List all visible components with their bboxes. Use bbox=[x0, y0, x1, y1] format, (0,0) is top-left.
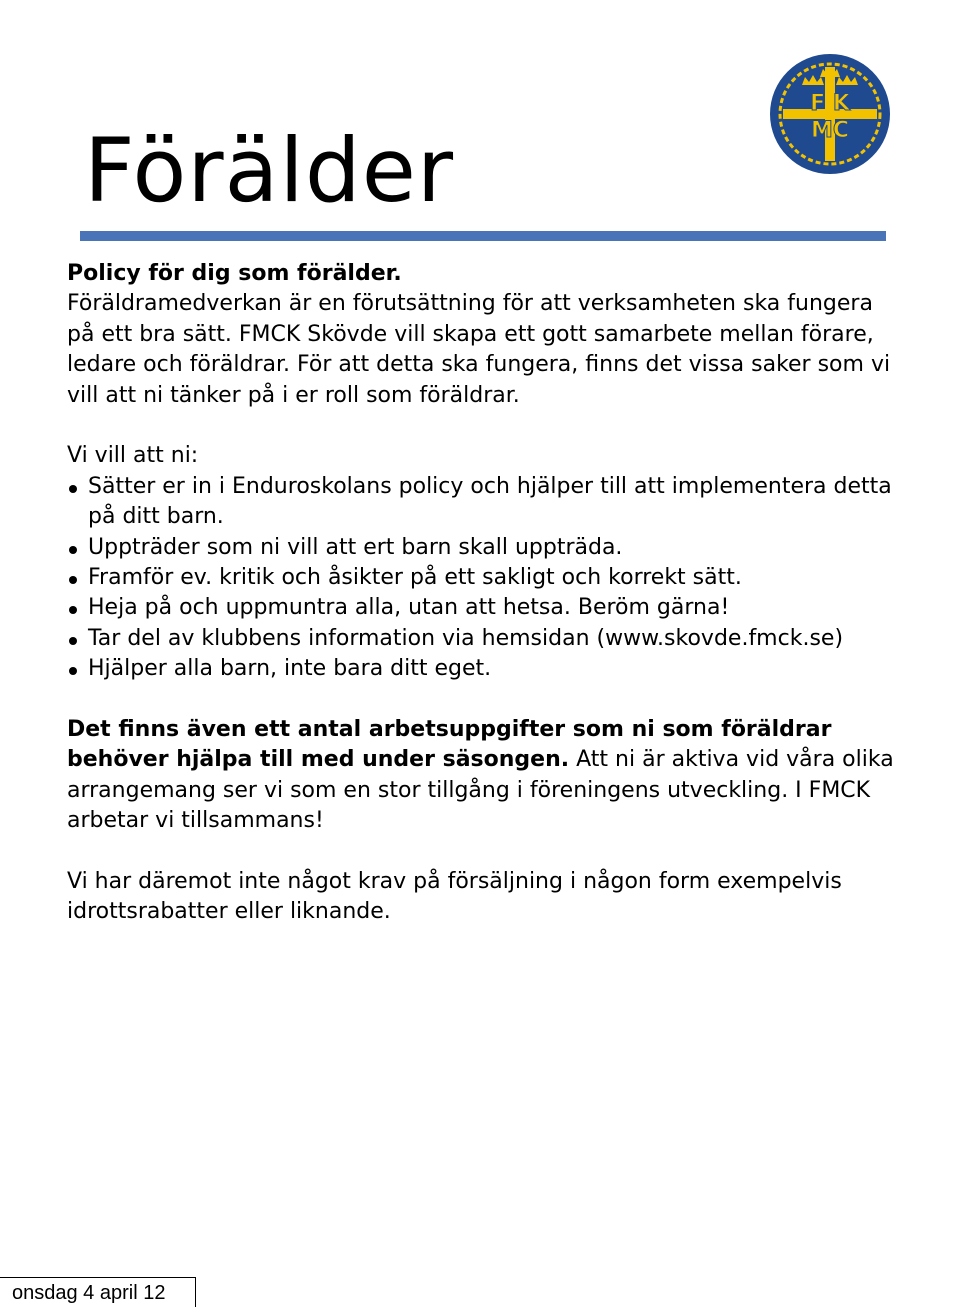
bullet-icon bbox=[69, 546, 77, 554]
tasks-text: Att ni är aktiva vid våra olika arrangemang ser vi som en stor tillgång i föreningens utveckling. I FMCK arbetar vi tillsammans! bbox=[67, 747, 894, 834]
list-item: Tar del av klubbens information via hemsidan (www.skovde.fmck.se) bbox=[67, 624, 907, 654]
bullet-icon bbox=[69, 485, 77, 493]
content bbox=[67, 259, 907, 928]
bullet-icon bbox=[69, 667, 77, 675]
intro-text: Föräldramedverkan är en förutsättning för att verksamheten ska fungera på ett bra sätt. FMCK Skövde vill skapa ett gott samarbete mellan förare, ledare och föräldrar. För att detta ska fungera, finns det vissa saker som vi vill att ni tänker på i er roll som föräldrar. bbox=[67, 291, 891, 408]
wants-list bbox=[67, 472, 907, 685]
list-item: Sätter er in i Enduroskolans policy och hjälper till att implementera detta på ditt barn. bbox=[67, 472, 907, 533]
logo-letters-bottom: MC bbox=[810, 118, 850, 143]
tasks-bold-text: Det finns även ett antal arbetsuppgifter som ni som föräldrar behöver hjälpa till med under säsongen. bbox=[67, 717, 832, 773]
fmck-logo bbox=[769, 53, 891, 175]
footer-date: onsdag 4 april 12 bbox=[0, 1277, 196, 1307]
list-item: Framför ev. kritik och åsikter på ett sakligt och korrekt sätt. bbox=[67, 563, 907, 593]
sales-paragraph: Vi har däremot inte något krav på försäljning i någon form exempelvis idrottsrabatter eller liknande. bbox=[67, 869, 842, 925]
list-item: Heja på och uppmuntra alla, utan att hetsa. Beröm gärna! bbox=[67, 593, 907, 623]
bullet-icon bbox=[69, 637, 77, 645]
intro-paragraph bbox=[67, 259, 907, 411]
logo-letters-top: F K bbox=[810, 91, 850, 116]
list-item: Uppträder som ni vill att ert barn skall uppträda. bbox=[67, 533, 907, 563]
bullet-icon bbox=[69, 576, 77, 584]
title-divider bbox=[80, 231, 886, 241]
page-title: Förälder bbox=[84, 119, 455, 222]
tasks-paragraph bbox=[67, 715, 907, 837]
list-item: Hjälper alla barn, inte bara ditt eget. bbox=[67, 654, 907, 684]
wants-lead: Vi vill att ni: bbox=[67, 443, 199, 469]
intro-heading: Policy för dig som förälder. bbox=[67, 261, 402, 286]
bullet-icon bbox=[69, 606, 77, 614]
